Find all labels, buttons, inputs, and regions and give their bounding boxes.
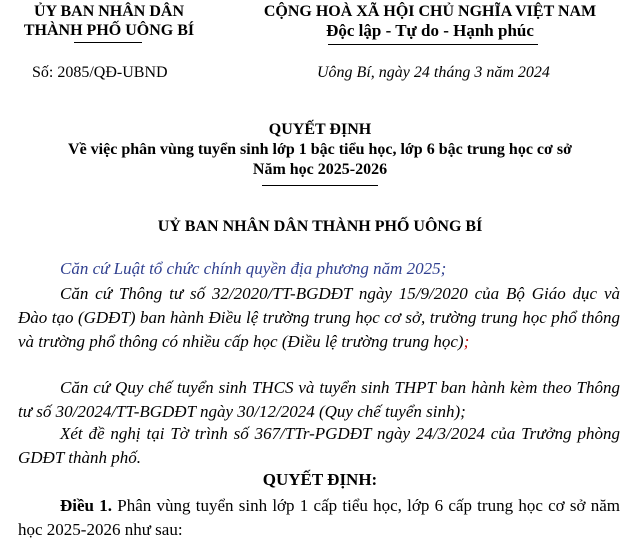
org-underline (74, 42, 142, 43)
basis-item (18, 282, 620, 354)
decision-heading: QUYẾT ĐỊNH: (262, 470, 378, 489)
basis-item (18, 376, 620, 424)
document-number: Số: 2085/QĐ-UBND (32, 64, 168, 81)
basis-end-mark: ; (463, 332, 470, 351)
basis-text: Xét đề nghị tại Tờ trình số 367/TTr-PGDĐT ngày 24/3/2024 của Trưởng phòng GDĐT thành phố. (18, 424, 620, 467)
country-heading (232, 2, 628, 40)
school-year: Năm học 2025-2026 (252, 161, 388, 178)
national-motto: Độc lập - Tự do - Hạnh phúc (326, 21, 534, 40)
article-1-label: Điều 1. (60, 496, 112, 515)
title-underline (262, 185, 378, 186)
basis-text: Căn cứ Luật tổ chức chính quyền địa phương năm 2025; (60, 259, 447, 278)
basis-item (18, 422, 620, 470)
issuing-org (14, 2, 204, 40)
country-name: CỘNG HOÀ XÃ HỘI CHỦ NGHĨA VIỆT NAM (263, 3, 597, 20)
motto-underline (328, 44, 538, 45)
basis-item (18, 257, 620, 281)
place-date: Uông Bí, ngày 24 tháng 3 năm 2024 (317, 64, 550, 81)
basis-text: Căn cứ Quy chế tuyển sinh THCS và tuyển sinh THPT ban hành kèm theo Thông tư số 30/2024/TT-BGDĐT ngày 30/12/2024 (Quy chế tuyển sinh); (18, 378, 620, 421)
basis-text: Căn cứ Thông tư số 32/2020/TT-BGDĐT ngày 15/9/2020 của Bộ Giáo dục và Đào tạo (GDĐT) ban hành Điều lệ trường trung học cơ sở, trường trung học phổ thông và trường phổ thông có nhiều cấp học (Điều lệ trường trung học) (18, 284, 620, 351)
issuing-authority: UỶ BAN NHÂN DÂN THÀNH PHỐ UÔNG BÍ (157, 218, 483, 235)
issuing-org-line1: ỦY BAN NHÂN DÂN (33, 3, 185, 20)
article-1 (18, 494, 620, 542)
document-subject: Về việc phân vùng tuyển sinh lớp 1 bậc tiểu học, lớp 6 bậc trung học cơ sở (68, 141, 572, 158)
article-1-text: Phân vùng tuyển sinh lớp 1 cấp tiểu học, lớp 6 cấp trung học cơ sở năm học 2025-2026 như sau: (18, 496, 621, 539)
issuing-org-line2: THÀNH PHỐ UÔNG BÍ (23, 22, 195, 39)
document-type: QUYẾT ĐỊNH (268, 121, 372, 138)
